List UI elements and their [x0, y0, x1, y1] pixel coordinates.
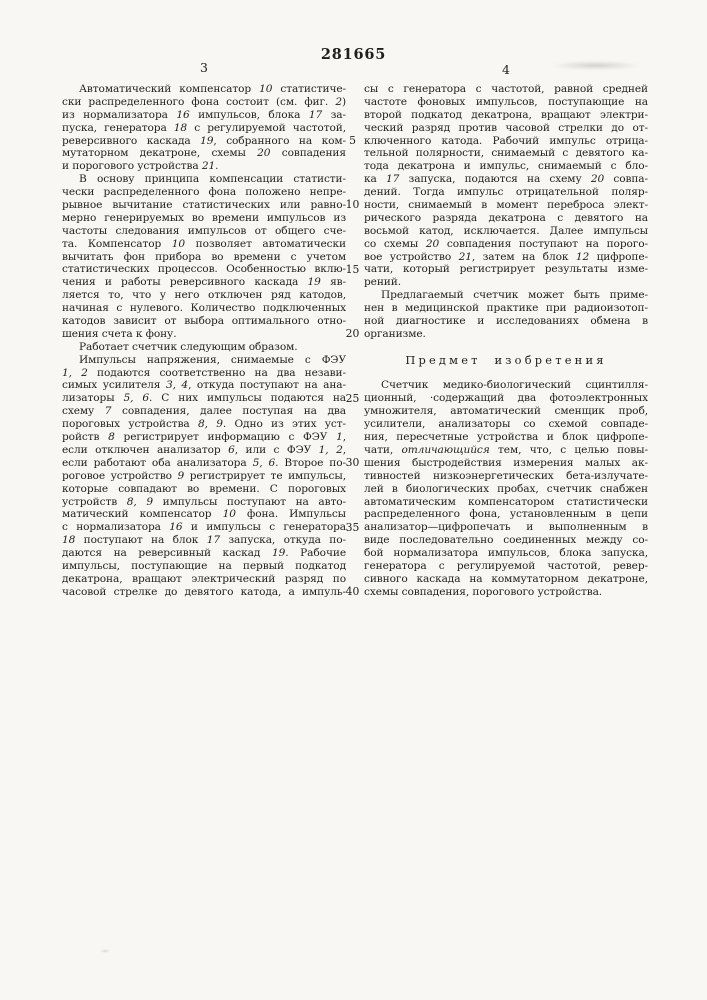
italic-reference: 6: [228, 443, 235, 456]
text-line: пороговых устройства 8, 9. Одно из этих уст-: [62, 418, 346, 431]
italic-reference: 5, 6: [123, 392, 150, 405]
text-line: мутаторном декатроне, схемы 20 совпадения: [62, 147, 346, 160]
gutter-line-number: 25: [345, 391, 360, 405]
italic-reference: 5, 6: [252, 456, 276, 469]
italic-reference: 18: [173, 121, 188, 134]
text-line: которые совпадают во времени. С пороговых: [62, 482, 346, 495]
text-line: второй подкатод декатрона, вращают электри-: [364, 108, 648, 121]
text-line: ческий разряд против часовой стрелки до от-: [364, 121, 648, 134]
text-line: автоматическим компенсатором статистически: [364, 495, 648, 508]
text-line: генератора с регулируемой частотой, ревер-: [364, 559, 648, 572]
gutter-line-number: 10: [345, 198, 360, 212]
text-line: Автоматический компенсатор 10 статистиче-: [79, 83, 346, 95]
italic-reference: 7: [104, 405, 112, 418]
text-line: вычитать фон прибора во времени с учетом: [62, 250, 346, 263]
italic-reference: 18: [62, 534, 76, 547]
text-line: виде последовательно соединенных между со-: [364, 534, 648, 547]
italic-reference: 20: [590, 173, 605, 186]
scan-smudge: [550, 61, 642, 70]
text-line: анализатор—цифропечать и выполненным в: [364, 521, 648, 534]
text-line: ски распределенного фона состоит (см. фиг. 2): [62, 95, 346, 108]
left-text-column: [62, 83, 346, 599]
text-line: ройств 8 регистрирует информацию с ФЭУ 1,: [62, 431, 346, 444]
text-line: вое устройство 21, затем на блок 12 цифропе-: [364, 250, 648, 263]
text-line: восьмой катод, исключается. Далее импульсы: [364, 224, 648, 237]
blank-line: [364, 341, 648, 354]
text-line: реверсивного каскада 19, собранного на ком-: [62, 134, 346, 147]
text-line: с нормализатора 16 и импульсы с генератора: [62, 521, 346, 534]
text-line: импульсы, поступающие на первый подкатод: [62, 559, 346, 572]
italic-reference: 9: [177, 469, 185, 482]
scan-speck: [100, 949, 110, 953]
text-line: организме.: [364, 327, 426, 340]
italic-reference: 16: [176, 108, 190, 121]
text-line: даются на реверсивный каскад 19. Рабочие: [62, 547, 346, 560]
text-line: тельной полярности, снимаемый с девятого ка-: [364, 147, 648, 160]
text-line: 1, 2 подаются соответственно на два незави-: [62, 366, 346, 379]
text-line: рений.: [364, 276, 402, 289]
italic-reference: 1, 2: [318, 443, 343, 456]
text-line: шения счета к фону.: [62, 327, 177, 340]
italic-reference: 10: [222, 508, 236, 521]
text-line: ка 17 запуска, подаются на схему 20 совпа-: [364, 173, 648, 186]
gutter-line-number: 15: [345, 262, 360, 276]
italic-reference: 2: [335, 95, 342, 108]
gutter-line-numbers: [341, 83, 364, 603]
text-line: схему 7 совпадения, далее поступая на два: [62, 405, 346, 418]
italic-reference: 3, 4: [165, 379, 189, 392]
text-line: бой нормализатора импульсов, блока запуска,: [364, 547, 648, 560]
italic-reference: 17: [206, 534, 220, 547]
text-line: роговое устройство 9 регистрирует те импульсы,: [62, 469, 346, 482]
text-line: катодов зависит от выбора оптимального отно-: [62, 315, 346, 328]
text-line: чески распределенного фона положено непре-: [62, 186, 346, 199]
text-line: чати, отличающийся тем, что, с целью повы-: [364, 443, 648, 456]
italic-reference: 19: [200, 134, 214, 147]
text-line: симых усилителя 3, 4, откуда поступают на ана-: [62, 379, 346, 392]
italic-reference: 1: [336, 431, 343, 444]
text-line: пуска, генератора 18 с регулируемой частотой,: [62, 121, 346, 134]
text-line: В основу принципа компенсации статисти-: [79, 173, 346, 186]
text-line: тода декатрона и импульс, снимаемый с бло-: [364, 160, 648, 173]
section-heading: Предмет изобретения: [405, 353, 607, 367]
italic-reference: 10: [171, 237, 186, 250]
text-line: усилители, анализаторы со схемой совпаде-: [364, 418, 648, 431]
text-line: со схемы 20 совпадения поступают на порого-: [364, 237, 648, 250]
text-line: дений. Тогда импульс отрицательной поляр-: [364, 186, 648, 199]
text-line: сы с генератора с частотой, равной средней: [364, 83, 648, 95]
italic-reference: отличающийся: [401, 443, 490, 456]
italic-reference: 8, 9: [197, 418, 223, 431]
text-line: Счетчик медико-биологический сцинтилля-: [381, 379, 648, 392]
italic-reference: 1, 2: [62, 366, 88, 379]
text-line: статистических процессов. Особенностью вклю-: [62, 263, 346, 276]
italic-reference: 19: [271, 547, 286, 560]
text-line: если работают оба анализатора 5, 6. Второе по-: [62, 456, 346, 469]
text-line: лей в биологических пробах, счетчик снабжен: [364, 482, 648, 495]
gutter-line-number: 30: [345, 456, 360, 470]
text-line: рывное вычитание статистических или равно-: [62, 199, 346, 212]
text-line: если отключен анализатор 6, или с ФЭУ 1, 2,: [62, 443, 346, 456]
text-line: нен в медицинской практике при радиоизотоп-: [364, 302, 648, 315]
text-line: часовой стрелке до девятого катода, а импуль-: [62, 585, 346, 598]
right-text-column: [364, 83, 648, 599]
text-line: устройств 8, 9 импульсы поступают на авто-: [62, 495, 346, 508]
italic-reference: 17: [385, 173, 400, 186]
text-line: Работает счетчик следующим образом.: [79, 340, 298, 353]
text-line: начиная с нулевого. Количество подключенных: [62, 302, 346, 315]
text-line: мерно генерируемых во времени импульсов из: [62, 211, 346, 224]
text-line: та. Компенсатор 10 позволяет автоматически: [62, 237, 346, 250]
text-line: матический компенсатор 10 фона. Импульсы: [62, 508, 346, 521]
text-line: ной диагностике и исследованиях обмена в: [364, 315, 648, 328]
text-line: Импульсы напряжения, снимаемые с ФЭУ: [79, 353, 346, 366]
italic-reference: 12: [575, 250, 590, 263]
italic-reference: 21: [458, 250, 472, 263]
text-line: умножителя, автоматический сменщик проб,: [364, 405, 648, 418]
gutter-line-number: 20: [345, 327, 360, 341]
gutter-line-number: 5: [349, 133, 356, 147]
text-line: схемы совпадения, порогового устройства.: [364, 585, 603, 598]
page-number-right: 4: [502, 62, 510, 77]
italic-reference: 10: [259, 83, 273, 95]
text-line: шения быстродействия измерения малых ак-: [364, 456, 648, 469]
text-line: ляется то, что у него отключен ряд катодов,: [62, 289, 346, 302]
italic-reference: 19: [307, 276, 321, 289]
text-line: чати, который регистрирует результаты изме-: [364, 263, 648, 276]
italic-reference: 8, 9: [126, 495, 153, 508]
text-line: ности, снимаемый в момент переброса элект-: [364, 199, 648, 212]
text-line: частоте фоновых импульсов, поступающие на: [364, 95, 648, 108]
text-line: и порогового устройства 21.: [62, 160, 219, 173]
italic-reference: 20: [425, 237, 440, 250]
text-line: частоты следования импульсов от общего сче-: [62, 224, 346, 237]
text-line: лизаторы 5, 6. С них импульсы подаются на: [62, 392, 346, 405]
text-line: ния, пересчетные устройства и блок цифропе-: [364, 431, 648, 444]
italic-reference: 16: [169, 521, 183, 534]
text-line: сивного каскада на коммутаторном декатроне,: [364, 572, 648, 585]
text-line: Предлагаемый счетчик может быть приме-: [381, 289, 648, 302]
italic-reference: 20: [257, 147, 271, 160]
text-line: из нормализатора 16 импульсов, блока 17 за-: [62, 108, 346, 121]
gutter-line-number: 40: [345, 585, 360, 599]
text-line: ционный, ·содержащий два фотоэлектронных: [364, 392, 648, 405]
gutter-line-number: 35: [345, 520, 360, 534]
text-line: чения и работы реверсивного каскада 19 яв-: [62, 276, 346, 289]
text-line: рического разряда декатрона с девятого на: [364, 211, 648, 224]
text-line: тивностей низкоэнергетических бета-излучате-: [364, 469, 648, 482]
italic-reference: 8: [108, 431, 115, 444]
text-line: 18 поступают на блок 17 запуска, откуда по-: [62, 534, 346, 547]
text-line: ключенного катода. Рабочий импульс отрица-: [364, 134, 648, 147]
text-line: распределенного фона, установленным в цепи: [364, 508, 648, 521]
page-number-left: 3: [200, 60, 208, 75]
italic-reference: 21: [201, 160, 216, 173]
blank-line: [364, 367, 648, 380]
text-line: декатрона, вращают электрический разряд по: [62, 572, 346, 585]
italic-reference: 17: [308, 108, 323, 121]
patent-number: 281665: [320, 46, 387, 63]
